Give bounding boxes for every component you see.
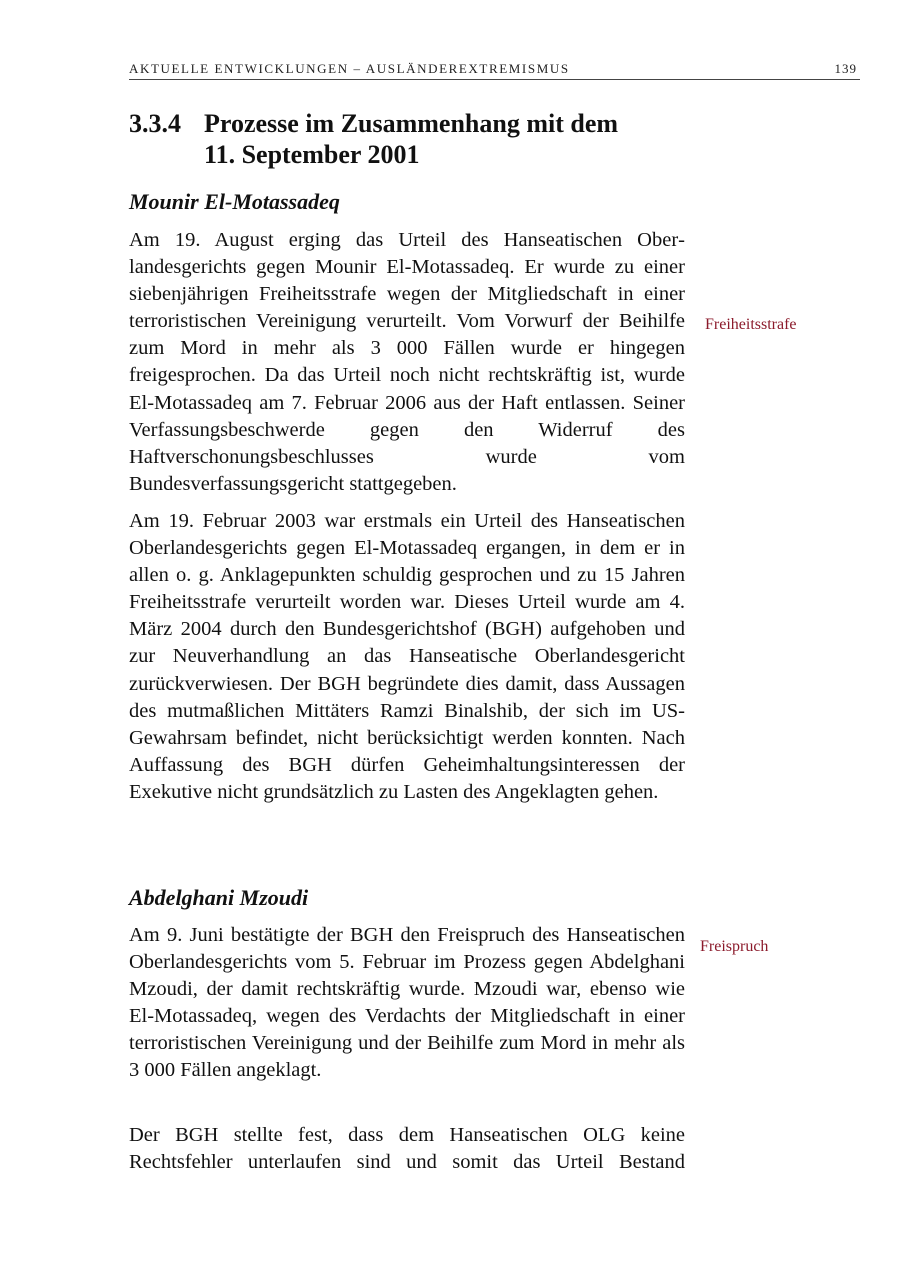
margin-note-freispruch: Freispruch xyxy=(700,938,769,955)
header-rule xyxy=(129,79,860,80)
subheading-el-motassadeq: Mounir El-Motassadeq xyxy=(129,189,340,214)
paragraph-1: Am 19. August erging das Urteil des Hanseatischen Oberlandesgerichts gegen Mounir El-Motassadeq. Er wurde zu einer siebenjährigen Freiheitsstrafe wegen der Mitgliedschaft in einer terroristischen Vereinigung verurteilt. Vom Vorwurf der Beihilfe zum Mord in mehr als 3 000 Fällen wurde er hingegen freigesprochen. Da das Urteil noch nicht rechtskräftig ist, wurde El-Motassadeq am 7. Februar 2006 aus der Haft entlassen. Seiner Verfassungsbeschwerde gegen den Widerruf des Haftverschonungsbeschlusses wurde vom Bundesverfassungsgericht stattgegeben. xyxy=(129,229,685,495)
paragraph-4: Der BGH stellte fest, dass dem Hanseatischen OLG keine Rechtsfehler unterlaufen sind und somit das Urteil Bestand xyxy=(129,1124,685,1174)
running-title: AKTUELLE ENTWICKLUNGEN – AUSLÄNDEREXTREMISMUS xyxy=(129,61,570,76)
margin-note-freiheitsstrafe: Freiheitsstrafe xyxy=(705,316,797,333)
section-number: 3.3.4 xyxy=(129,109,181,138)
page-number: 139 xyxy=(834,61,857,76)
subheading-mzoudi: Abdelghani Mzoudi xyxy=(129,885,309,910)
paragraph-3: Am 9. Juni bestätigte der BGH den Freispruch des Hanseatischen Oberlandesgerichts vom 5. Februar im Prozess gegen Abdelghani Mzoudi, der damit rechtskräftig wurde. Mzoudi war, ebenso wie El-Motassadeq, wegen des Verdachts der Mitgliedschaft in einer terroristischen Vereinigung und der Beihilfe zum Mord in mehr als 3 000 Fällen angeklagt. xyxy=(129,924,685,1082)
section-title-line-2: 11. September 2001 xyxy=(204,140,420,169)
running-header xyxy=(129,61,859,77)
section-title-line-1: Prozesse im Zusammenhang mit dem xyxy=(204,109,619,138)
section-title xyxy=(204,108,724,170)
paragraph-2: Am 19. Februar 2003 war erstmals ein Urteil des Hanseatischen Oberlandesgerichts gegen El-Motassadeq ergangen, in dem er in allen o. g. Anklagepunkten schuldig gesprochen und zu 15 Jahren Freiheitsstrafe verurteilt worden war. Dieses Urteil wurde am 4. März 2004 durch den Bundesgerichtshof (BGH) aufgehoben und zur Neuverhandlung an das Hanseatische Oberlandesgericht zurückverwiesen. Der BGH begründete dies damit, dass Aussagen des mutmaßlichen Mittäters Ramzi Binalshib, der sich im US-Gewahrsam befindet, nicht berücksichtigt werden konnten. Nach Auffassung des BGH dürfen Geheimhaltungsinteressen der Exekutive nicht grundsätzlich zu Lasten des Angeklagten gehen. xyxy=(129,510,685,803)
